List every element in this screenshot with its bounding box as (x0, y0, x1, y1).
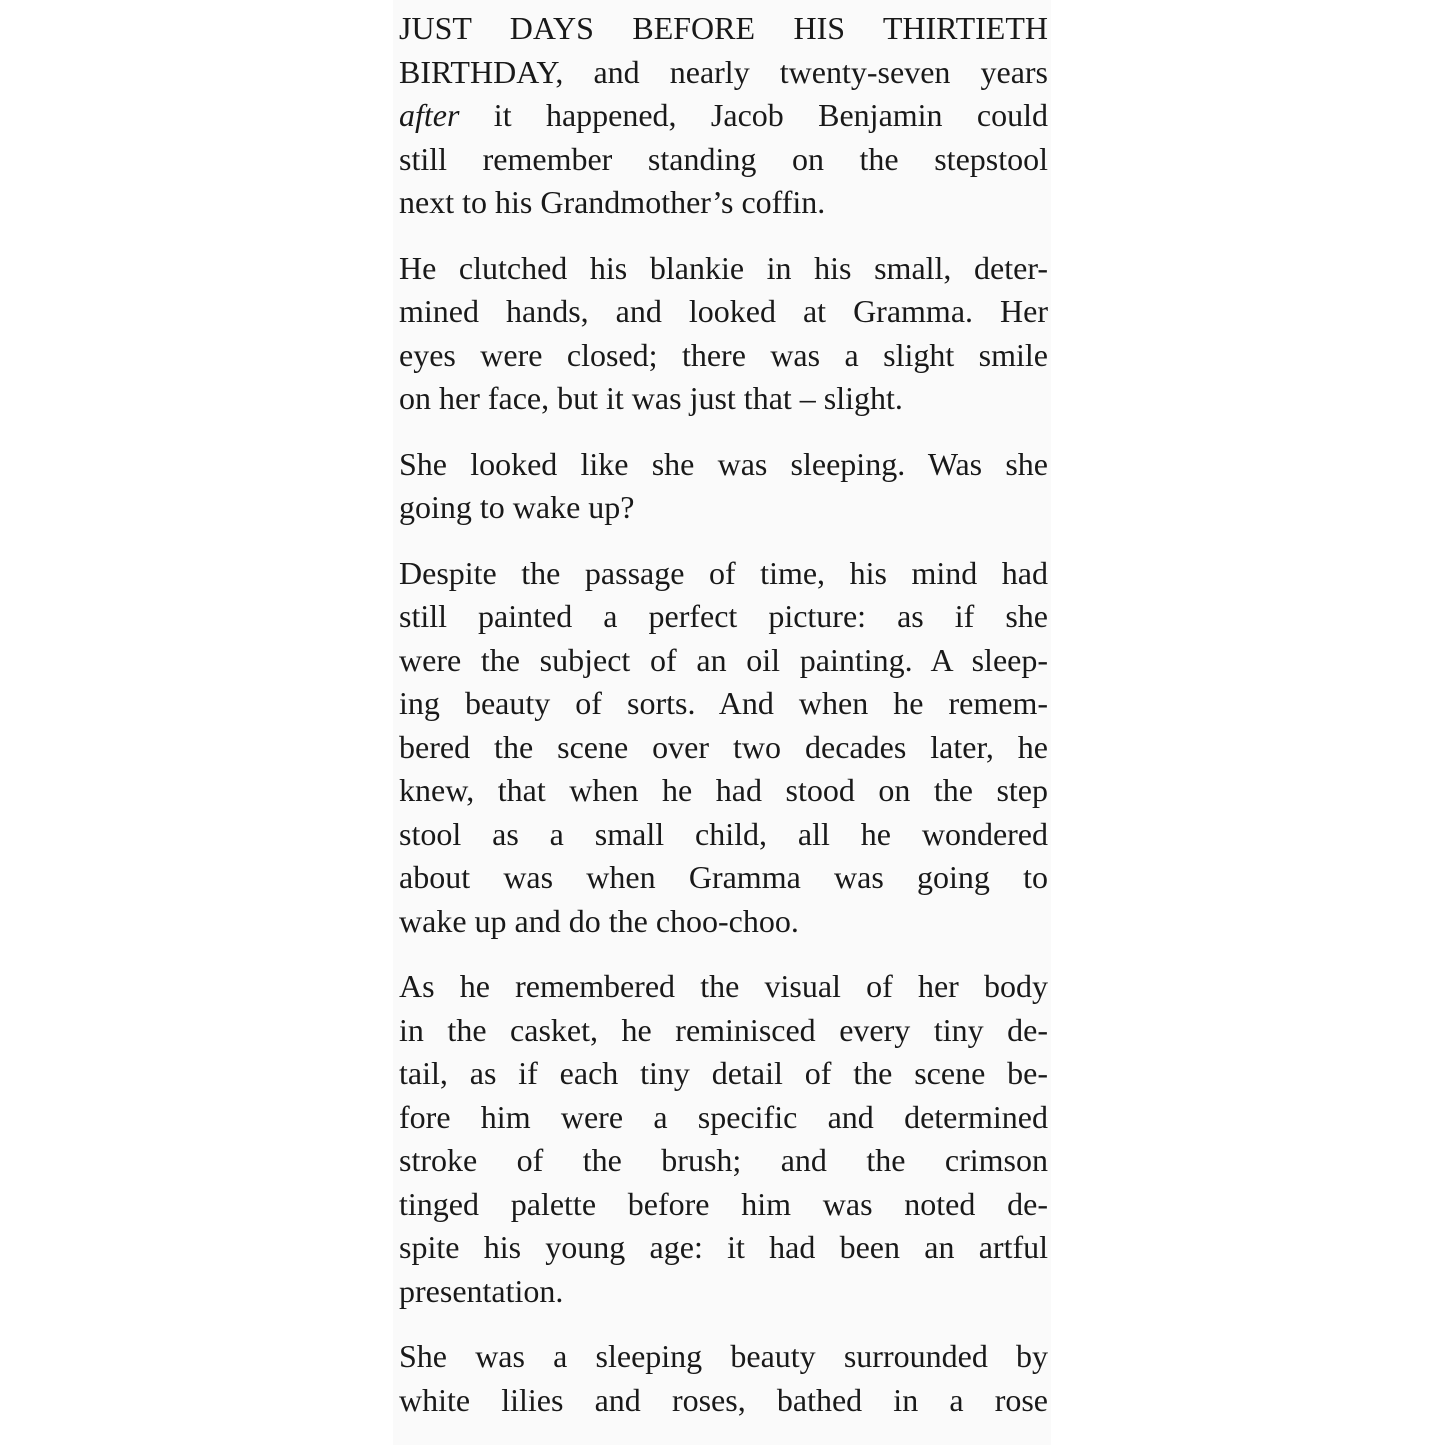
text-line: going to wake up? (399, 489, 635, 525)
text-column (393, 0, 1051, 1445)
text-line: knew, that when he had stood on the step (399, 772, 1048, 808)
paragraph (399, 552, 1048, 944)
text-line: fore him were a specific and determined (399, 1098, 1048, 1135)
paragraph (399, 7, 1048, 225)
text-line: BIRTHDAY, and nearly twenty-seven years (399, 53, 1048, 90)
text-line: were the subject of an oil painting. A sleep- (399, 641, 1048, 678)
text-line: spite his young age: it had been an artful (399, 1229, 1048, 1265)
text-line: He clutched his blankie in his small, deter- (399, 249, 1048, 286)
text-line: mined hands, and looked at Gramma. Her (399, 293, 1048, 329)
text-line: tail, as if each tiny detail of the scene be- (399, 1055, 1048, 1091)
text-line: still painted a perfect picture: as if she (399, 598, 1048, 634)
text-line: tinged palette before him was noted de- (399, 1185, 1048, 1222)
text-line: about was when Gramma was going to (399, 859, 1048, 895)
text-line: still remember standing on the stepstool (399, 140, 1048, 177)
book-page[interactable] (393, 0, 1051, 1445)
text-line: eyes were closed; there was a slight smile (399, 336, 1048, 373)
paragraph (399, 443, 1048, 530)
text-line: She looked like she was sleeping. Was she (399, 445, 1048, 482)
text-line (399, 94, 1048, 138)
text-line: ing beauty of sorts. And when he remem- (399, 685, 1048, 721)
paragraph (399, 1335, 1048, 1422)
text-line: As he remembered the visual of her body (399, 968, 1048, 1004)
text-line: next to his Grandmother’s coffin. (399, 184, 826, 220)
text-line: stroke of the brush; and the crimson (399, 1142, 1048, 1178)
text-line: She was a sleeping beauty surrounded by (399, 1338, 1048, 1374)
text-line: Despite the passage of time, his mind had (399, 554, 1048, 591)
text-line: bered the scene over two decades later, he (399, 728, 1048, 765)
text-line: on her face, but it was just that – slight. (399, 380, 903, 416)
text-line: white lilies and roses, bathed in a rose (399, 1381, 1048, 1418)
text-segment: it happened, Jacob Benjamin could (459, 97, 1048, 133)
text-line: stool as a small child, all he wondered (399, 815, 1048, 852)
italic-word: after (399, 97, 460, 133)
text-line: JUST DAYS BEFORE HIS THIRTIETH (399, 10, 1048, 46)
text-line: wake up and do the choo-choo. (399, 902, 799, 939)
text-line: presentation. (399, 1272, 564, 1309)
text-line: in the casket, he reminisced every tiny de- (399, 1011, 1048, 1048)
paragraph (399, 965, 1048, 1313)
paragraph (399, 247, 1048, 421)
